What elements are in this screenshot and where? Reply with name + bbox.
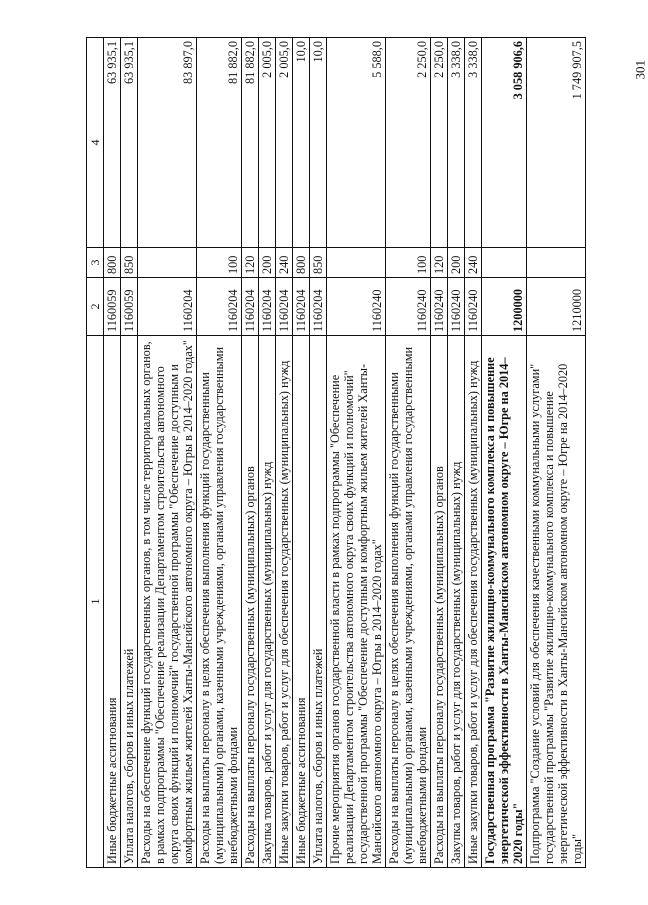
row-csr-cell: 1160240 bbox=[431, 278, 448, 336]
row-vr-cell: 100 bbox=[197, 248, 242, 278]
row-name-cell: Иные закупки товаров, работ и услуг для обеспечения государственных (муниципальных) нужд bbox=[465, 336, 482, 868]
row-vr-cell: 850 bbox=[121, 248, 138, 278]
row-vr-cell: 800 bbox=[293, 248, 310, 278]
row-sum-cell: 10,0 bbox=[310, 38, 327, 248]
table-row bbox=[242, 38, 259, 868]
header-cell-sum: 4 bbox=[87, 38, 104, 248]
row-sum-cell: 63 935,1 bbox=[121, 38, 138, 248]
row-csr-cell: 1160240 bbox=[448, 278, 465, 336]
row-name-cell: Расходы на выплаты персоналу в целях обеспечения выполнения функций государственными (муниципальными) органами, казенными учреждениями, органами управления государственными внебюджетными фондами bbox=[386, 336, 431, 868]
row-sum-cell: 10,0 bbox=[293, 38, 310, 248]
row-name-cell: Иные бюджетные ассигнования bbox=[104, 336, 121, 868]
row-name-cell: Иные бюджетные ассигнования bbox=[293, 336, 310, 868]
row-vr-cell: 240 bbox=[465, 248, 482, 278]
table-row bbox=[104, 38, 121, 868]
row-name-cell: Иные закупки товаров, работ и услуг для обеспечения государственных (муниципальных) нужд bbox=[276, 336, 293, 868]
row-csr-cell: 1160204 bbox=[242, 278, 259, 336]
row-vr-cell: 240 bbox=[276, 248, 293, 278]
row-name-cell: Расходы на выплаты персоналу в целях обеспечения выполнения функций государственными (муниципальными) органами, казенными учреждениями, органами управления государственными внебюджетными фондами bbox=[197, 336, 242, 868]
row-vr-cell: 850 bbox=[310, 248, 327, 278]
table-header-row bbox=[87, 38, 104, 868]
row-name-cell: Расходы на выплаты персоналу государственных (муниципальных) органов bbox=[242, 336, 259, 868]
row-vr-cell: 100 bbox=[386, 248, 431, 278]
row-vr-cell bbox=[527, 248, 586, 278]
row-sum-cell: 81 882,0 bbox=[197, 38, 242, 248]
row-vr-cell: 200 bbox=[259, 248, 276, 278]
row-name-cell: Прочие мероприятия органов государственной власти в рамках подпрограммы "Обеспечение реализации Департаментом строительства автономного округа своих функций и полномочий" государственной программы "Обеспечение доступным и комфортным жильем жителей Ханты-Мансийского автономного округа – Югры в 2014–2020 годах" bbox=[327, 336, 386, 868]
table-row bbox=[327, 38, 386, 868]
table-row bbox=[293, 38, 310, 868]
table-row bbox=[431, 38, 448, 868]
row-csr-cell: 1160059 bbox=[121, 278, 138, 336]
row-sum-cell: 5 588,0 bbox=[327, 38, 386, 248]
row-sum-cell: 63 935,1 bbox=[104, 38, 121, 248]
row-vr-cell: 200 bbox=[448, 248, 465, 278]
row-csr-cell: 1160204 bbox=[138, 278, 197, 336]
table-row bbox=[482, 38, 527, 868]
row-vr-cell bbox=[138, 248, 197, 278]
row-sum-cell: 83 897,0 bbox=[138, 38, 197, 248]
row-sum-cell: 2 250,0 bbox=[386, 38, 431, 248]
row-name-cell: Уплата налогов, сборов и иных платежей bbox=[310, 336, 327, 868]
header-cell-vr: 3 bbox=[87, 248, 104, 278]
table-row bbox=[448, 38, 465, 868]
row-csr-cell: 1160204 bbox=[276, 278, 293, 336]
row-name-cell: Закупка товаров, работ и услуг для государственных (муниципальных) нужд bbox=[448, 336, 465, 868]
row-name-cell: Уплата налогов, сборов и иных платежей bbox=[121, 336, 138, 868]
table-row bbox=[310, 38, 327, 868]
budget-table-body bbox=[87, 38, 586, 868]
page-number: 301 bbox=[632, 60, 647, 80]
row-csr-cell: 1160059 bbox=[104, 278, 121, 336]
row-csr-cell: 1210000 bbox=[527, 278, 586, 336]
table-row bbox=[465, 38, 482, 868]
row-sum-cell: 3 058 906,6 bbox=[482, 38, 527, 248]
row-csr-cell: 1200000 bbox=[482, 278, 527, 336]
row-vr-cell: 800 bbox=[104, 248, 121, 278]
table-row bbox=[527, 38, 586, 868]
row-csr-cell: 1160240 bbox=[327, 278, 386, 336]
row-name-cell: Государственная программа "Развитие жилищно-коммунального комплекса и повышение энергетической эффективности в Ханты-Мансийском автономном округе – Югре на 2014–2020 годы" bbox=[482, 336, 527, 868]
row-sum-cell: 3 338,0 bbox=[465, 38, 482, 248]
table-row bbox=[197, 38, 242, 868]
rotated-page bbox=[86, 38, 606, 868]
row-sum-cell: 1 749 907,5 bbox=[527, 38, 586, 248]
table-row bbox=[121, 38, 138, 868]
row-csr-cell: 1160240 bbox=[386, 278, 431, 336]
row-sum-cell: 2 250,0 bbox=[431, 38, 448, 248]
row-csr-cell: 1160240 bbox=[465, 278, 482, 336]
row-name-cell: Расходы на обеспечение функций государственных органов, в том числе территориальных органов, в рамках подпрограммы "Обеспечение реализации Департаментом строительства автономного округа своих функций и полномочий" государственной программы "Обеспечение доступным и комфортным жильем жителей Ханты-Мансийского автономного округа – Югры в 2014–2020 годах" bbox=[138, 336, 197, 868]
row-vr-cell bbox=[327, 248, 386, 278]
row-name-cell: Расходы на выплаты персоналу государственных (муниципальных) органов bbox=[431, 336, 448, 868]
row-sum-cell: 3 338,0 bbox=[448, 38, 465, 248]
header-cell-csr: 2 bbox=[87, 278, 104, 336]
row-vr-cell bbox=[482, 248, 527, 278]
table-row bbox=[259, 38, 276, 868]
row-sum-cell: 81 882,0 bbox=[242, 38, 259, 248]
row-csr-cell: 1160204 bbox=[259, 278, 276, 336]
row-sum-cell: 2 005,0 bbox=[259, 38, 276, 248]
header-cell-name: 1 bbox=[87, 336, 104, 868]
row-name-cell: Закупка товаров, работ и услуг для государственных (муниципальных) нужд bbox=[259, 336, 276, 868]
row-name-cell: Подпрограмма "Создание условий для обеспечения качественными коммунальными услугами" государственной программы "Развитие жилищно-коммунального комплекса и повышение энергетической эффективности в Ханты-Мансийском автономном округе – Югре на 2014–2020 годы" bbox=[527, 336, 586, 868]
row-vr-cell: 120 bbox=[431, 248, 448, 278]
budget-table bbox=[86, 37, 586, 868]
table-row bbox=[138, 38, 197, 868]
row-vr-cell: 120 bbox=[242, 248, 259, 278]
row-csr-cell: 1160204 bbox=[197, 278, 242, 336]
row-sum-cell: 2 005,0 bbox=[276, 38, 293, 248]
table-row bbox=[386, 38, 431, 868]
row-csr-cell: 1160204 bbox=[310, 278, 327, 336]
row-csr-cell: 1160204 bbox=[293, 278, 310, 336]
table-row bbox=[276, 38, 293, 868]
